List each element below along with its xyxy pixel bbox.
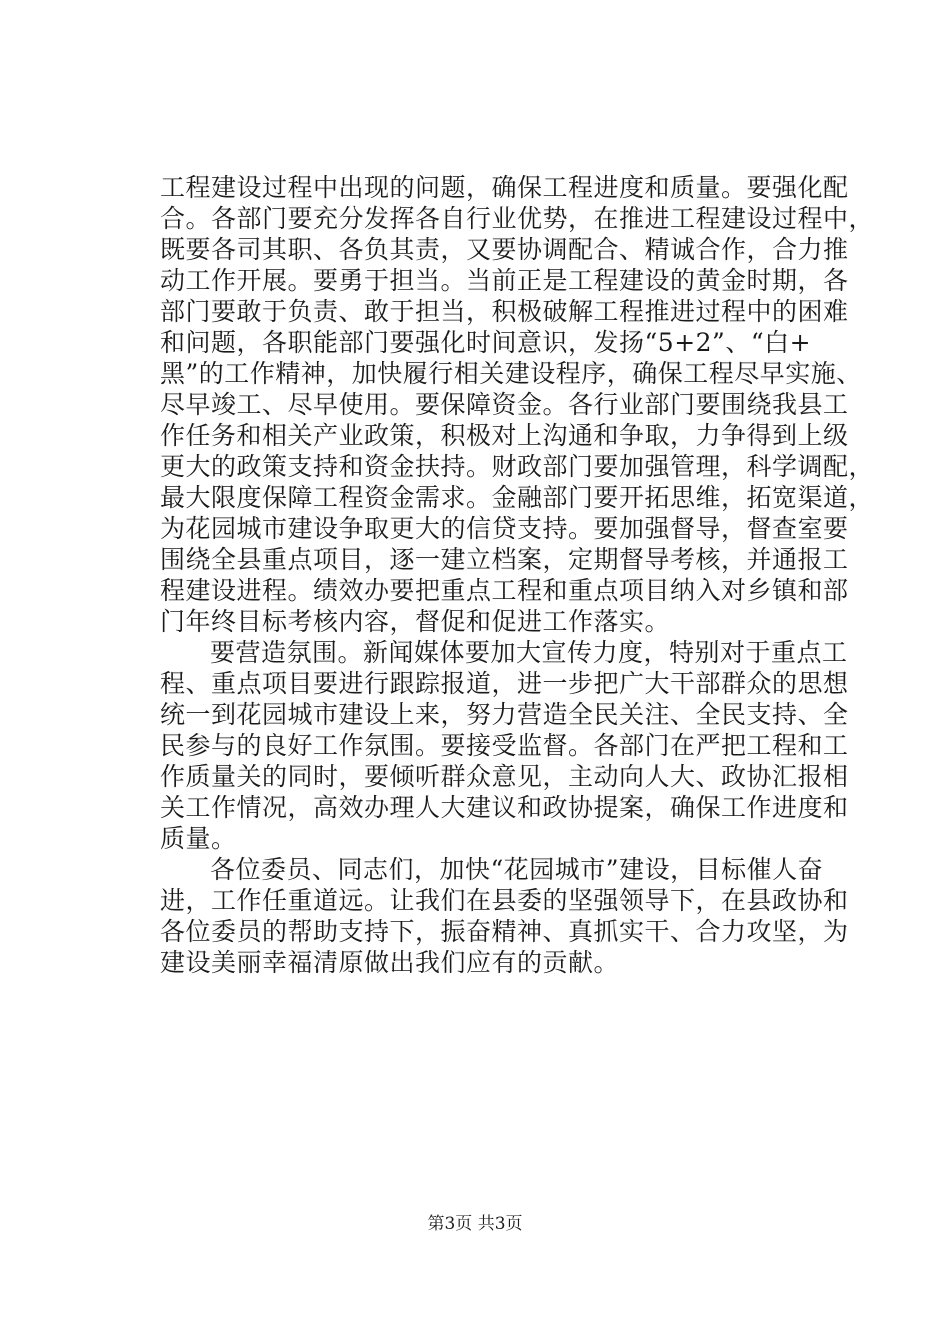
text-line: 围绕全县重点项目，逐一建立档案，定期督导考核，并通报工: [160, 545, 849, 574]
text-line: 门年终目标考核内容，督促和促进工作落实。: [160, 607, 671, 636]
text-line: 民参与的良好工作氛围。要接受监督。各部门在严把工程和工: [160, 731, 849, 760]
text-line: 关工作情况，高效办理人大建议和政协提案，确保工作进度和: [160, 793, 849, 822]
text-line: 合。各部门要充分发挥各自行业优势，在推进工程建设过程中，: [160, 204, 875, 233]
text-line: 为花园城市建设争取更大的信贷支持。要加强督导，督查室要: [160, 514, 849, 543]
text-line: 要营造氛围。新闻媒体要加大宣传力度，特别对于重点工: [210, 638, 848, 667]
text-line: 作任务和相关产业政策，积极对上沟通和争取，力争得到上级: [160, 421, 849, 450]
text-line: 动工作开展。要勇于担当。当前正是工程建设的黄金时期，各: [160, 266, 849, 295]
text-line: 建设美丽幸福清原做出我们应有的贡献。: [160, 948, 620, 977]
text-line: 黑”的工作精神，加快履行相关建设程序，确保工程尽早实施、: [160, 359, 862, 388]
text-line: 各位委员的帮助支持下，振奋精神、真抓实干、合力攻坚，为: [160, 917, 849, 946]
text-line: 统一到花园城市建设上来，努力营造全民关注、全民支持、全: [160, 700, 849, 729]
text-line: 程、重点项目要进行跟踪报道，进一步把广大干部群众的思想: [160, 669, 849, 698]
text-line: 部门要敢于负责、敢于担当，积极破解工程推进过程中的困难: [160, 297, 849, 326]
text-line: 质量。: [160, 824, 237, 853]
text-line: 和问题，各职能部门要强化时间意识，发扬“5+2”、“白+: [160, 328, 812, 357]
body-text: [160, 172, 875, 978]
text-line: 各位委员、同志们，加快“花园城市”建设，目标催人奋: [210, 855, 824, 884]
text-line: 程建设进程。绩效办要把重点工程和重点项目纳入对乡镇和部: [160, 576, 849, 605]
text-line: 最大限度保障工程资金需求。金融部门要开拓思维，拓宽渠道，: [160, 483, 875, 512]
page-number-footer: 第3页 共3页: [427, 1214, 523, 1234]
text-line: 工程建设过程中出现的问题，确保工程进度和质量。要强化配: [160, 173, 849, 202]
text-line: 更大的政策支持和资金扶持。财政部门要加强管理，科学调配，: [160, 452, 875, 481]
text-line: 既要各司其职、各负其责，又要协调配合、精诚合作，合力推: [160, 235, 849, 264]
text-line: 作质量关的同时，要倾听群众意见，主动向人大、政协汇报相: [160, 762, 849, 791]
text-line: 尽早竣工、尽早使用。要保障资金。各行业部门要围绕我县工: [160, 390, 849, 419]
text-line: 进，工作任重道远。让我们在县委的坚强领导下，在县政协和: [160, 886, 849, 915]
